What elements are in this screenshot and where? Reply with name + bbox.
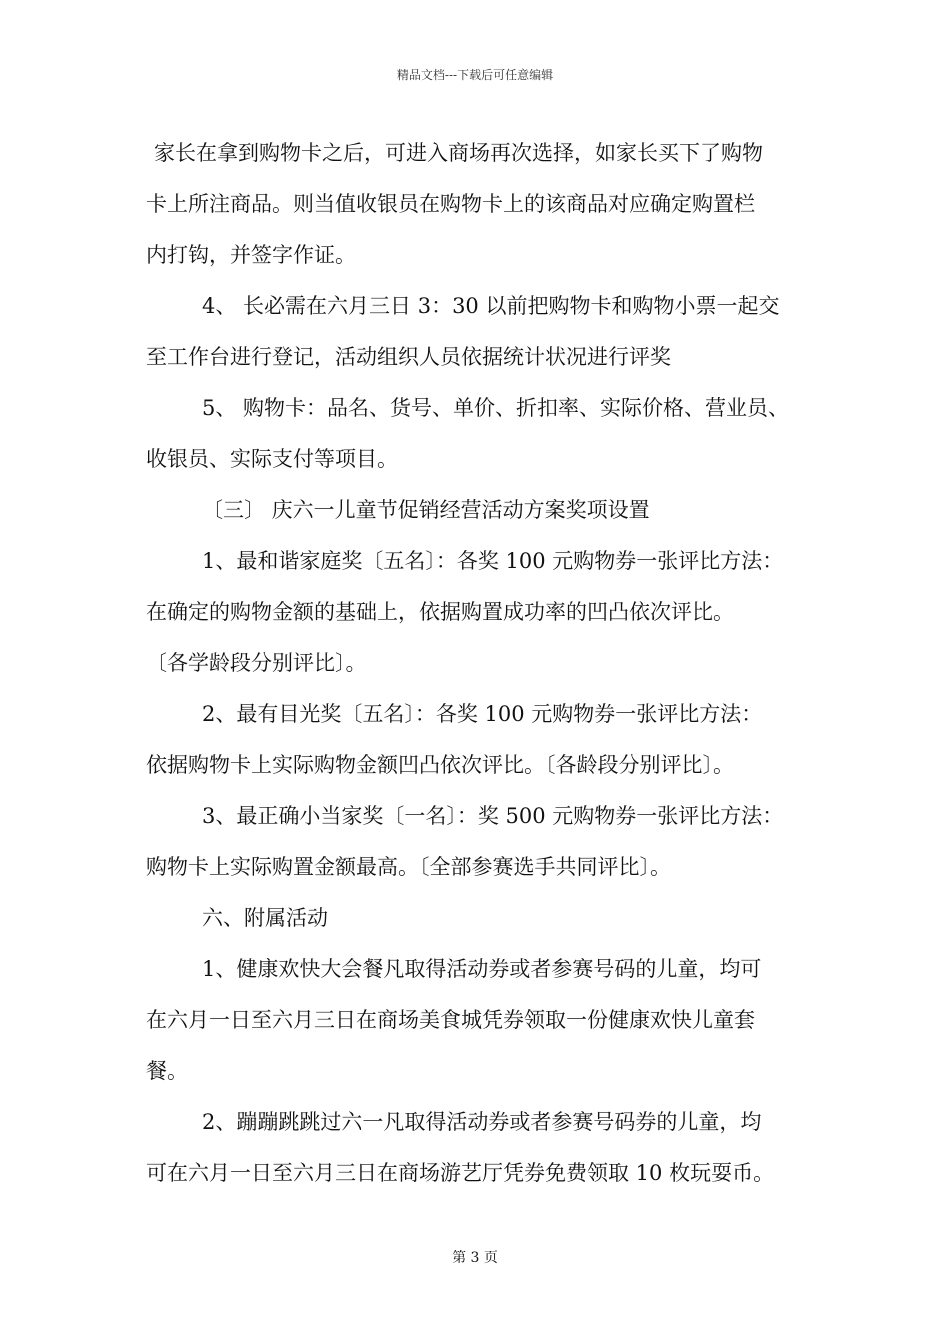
paragraph-line: 1、健康欢快大会餐凡取得活动券或者参赛号码的儿童，均可 <box>202 957 762 981</box>
paragraph-line: 可在六月一日至六月三日在商场游艺厅凭券免费领取 10 枚玩耍币。 <box>146 1161 775 1185</box>
paragraph-line: 在六月一日至六月三日在商场美食城凭券领取一份健康欢快儿童套 <box>146 1008 755 1032</box>
paragraph-line: 5、 购物卡：品名、货号、单价、折扣率、实际价格、营业员、 <box>202 396 790 420</box>
document-body <box>146 128 814 1199</box>
paragraph-line: 4、 长必需在六月三日 3：30 以前把购物卡和购物小票一起交 <box>202 294 780 318</box>
paragraph-line: 至工作台进行登记，活动组织人员依据统计状况进行评奖 <box>146 345 671 369</box>
paragraph-line: 卡上所注商品。则当值收银员在购物卡上的该商品对应确定购置栏 <box>146 192 755 216</box>
section-heading: 〔三〕 庆六一儿童节促销经营活动方案奖项设置 <box>202 498 650 522</box>
section-heading: 六、附属活动 <box>202 906 328 930</box>
paragraph-line: 2、最有目光奖〔五名〕：各奖 100 元购物券一张评比方法： <box>202 702 763 726</box>
paragraph-line: 2、蹦蹦跳跳过六一凡取得活动券或者参赛号码券的儿童，均 <box>202 1110 762 1134</box>
paragraph-line: 〔各学龄段分别评比〕。 <box>146 651 367 675</box>
paragraph-line: 收银员、实际支付等项目。 <box>146 447 398 471</box>
paragraph-line: 购物卡上实际购置金额最高。〔全部参赛选手共同评比〕。 <box>146 855 671 879</box>
paragraph-line: 家长在拿到购物卡之后，可进入商场再次选择，如家长买下了购物 <box>154 141 763 165</box>
paragraph-line: 1、最和谐家庭奖〔五名〕：各奖 100 元购物券一张评比方法： <box>202 549 784 573</box>
paragraph-line: 3、最正确小当家奖〔一名〕：奖 500 元购物券一张评比方法： <box>202 804 784 828</box>
paragraph-line: 在确定的购物金额的基础上，依据购置成功率的凹凸依次评比。 <box>146 600 734 624</box>
page-number: 第 3 页 <box>452 1250 498 1266</box>
paragraph-line: 依据购物卡上实际购物金额凹凸依次评比。〔各龄段分别评比〕。 <box>146 753 734 777</box>
paragraph-line: 餐。 <box>146 1059 188 1083</box>
paragraph-line: 内打钩，并签字作证。 <box>146 243 356 267</box>
page-header: 精品文档---下载后可任意编辑 <box>396 68 554 82</box>
